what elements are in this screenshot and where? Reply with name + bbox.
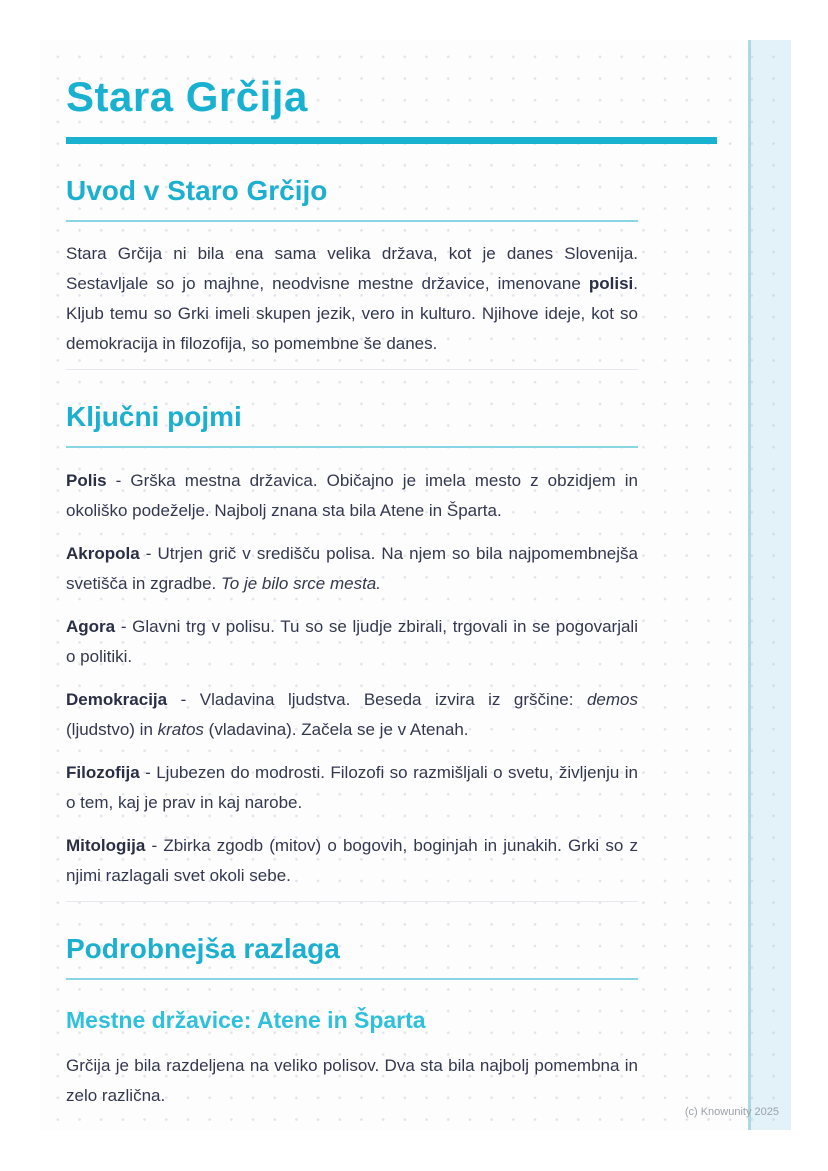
italic-text: To je bilo srce mesta. bbox=[220, 574, 381, 594]
term-paragraph-akropola bbox=[66, 539, 638, 599]
document-content bbox=[66, 40, 638, 1111]
text-segment: . Kljub temu so Grki imeli skupen jezik, vero in kulturo. Njihove ideje, kot so demokracija in filozofija, so pomembne še danes. bbox=[66, 274, 638, 354]
text-segment: - Grška mestna državica. Običajno je imela mesto z obzidjem in okoliško podeželje. Najbolj znana sta bila Atene in Šparta. bbox=[66, 471, 638, 521]
term-paragraph-demokracija bbox=[66, 685, 638, 745]
term-bold-text: polisi bbox=[588, 274, 634, 294]
text-segment: - Zbirka zgodb (mitov) o bogovih, boginjah in junakih. Grki so z njimi razlagali svet okoli sebe. bbox=[66, 836, 638, 886]
text-segment: - Glavni trg v polisu. Tu so se ljudje zbirali, trgovali in se pogovarjali o politiki. bbox=[66, 617, 638, 667]
term-paragraph-mitologija bbox=[66, 831, 638, 891]
sub-heading-city-states: Mestne državice: Atene in Šparta bbox=[66, 1007, 426, 1034]
term-bold-text: Agora bbox=[66, 617, 116, 637]
right-margin-band bbox=[748, 40, 791, 1130]
section-divider bbox=[66, 369, 638, 370]
term-bold-text: Demokracija bbox=[66, 690, 168, 710]
text-segment: - Utrjen grič v središču polisa. Na njem so bila najpomembnejša svetišča in zgradbe. bbox=[66, 544, 638, 594]
watermark: (c) Knowunity 2025 bbox=[684, 1106, 779, 1118]
term-bold-text: Akropola bbox=[66, 544, 140, 564]
section-heading-intro: Uvod v Staro Grčijo bbox=[66, 174, 638, 222]
title-rule bbox=[66, 137, 717, 144]
text-segment: (vladavina). Začela se je v Atenah. bbox=[203, 720, 469, 740]
term-paragraph-polis bbox=[66, 466, 638, 526]
terms-list bbox=[66, 466, 638, 891]
section-heading-terms: Ključni pojmi bbox=[66, 400, 638, 448]
section-divider bbox=[66, 901, 638, 902]
detail-paragraph bbox=[66, 1051, 638, 1111]
section-heading-detail: Podrobnejša razlaga bbox=[66, 932, 638, 980]
text-segment: - Ljubezen do modrosti. Filozofi so razmišljali o svetu, življenju in o tem, kaj je prav in kaj narobe. bbox=[66, 763, 638, 813]
text-segment: Grčija je bila razdeljena na veliko polisov. Dva sta bila najbolj pomembna in zelo različna. bbox=[66, 1056, 638, 1106]
intro-paragraph bbox=[66, 239, 638, 359]
text-segment: (ljudstvo) in bbox=[66, 720, 158, 740]
term-paragraph-filozofija bbox=[66, 758, 638, 818]
term-bold-text: Polis bbox=[66, 471, 107, 491]
term-bold-text: Mitologija bbox=[66, 836, 146, 856]
page-title: Stara Grčija bbox=[66, 73, 308, 120]
italic-text: kratos bbox=[157, 720, 204, 740]
term-bold-text: Filozofija bbox=[66, 763, 140, 783]
italic-text: demos bbox=[586, 690, 638, 710]
document-page bbox=[40, 40, 791, 1130]
text-segment: - Vladavina ljudstva. Beseda izvira iz grščine: bbox=[167, 690, 587, 710]
term-paragraph-agora bbox=[66, 612, 638, 672]
text-segment: Stara Grčija ni bila ena sama velika država, kot je danes Slovenija. Sestavljale so jo majhne, neodvisne mestne državice, imenovane bbox=[66, 244, 638, 294]
